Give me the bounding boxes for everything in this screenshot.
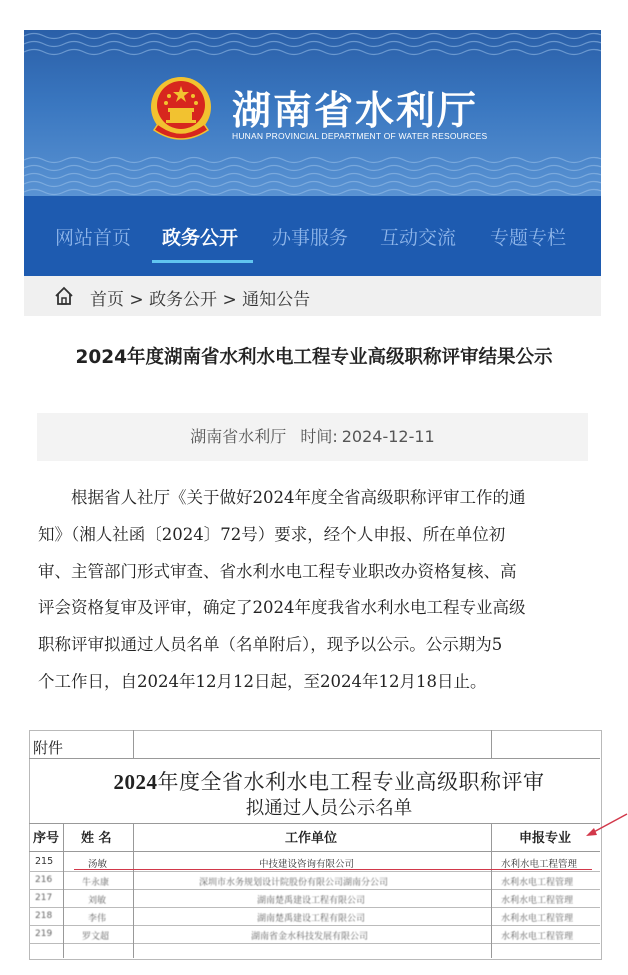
- row-no: 219: [35, 929, 53, 939]
- site-subtitle: HUNAN PROVINCIAL DEPARTMENT OF WATER RESOURCES: [232, 131, 488, 141]
- article-line: 根据省人社厅《关于做好2024年度全省高级职称评审工作的通: [38, 488, 526, 507]
- row-unit: 深圳市水务规划设计院股份有限公司湖南分公司: [199, 878, 389, 888]
- row-major: 水利水电工程管理: [501, 932, 574, 942]
- active-tab-underline: [152, 260, 253, 263]
- article-line: 审、主管部门形式审查、省水利水电工程专业职改办资格复核、高: [38, 561, 517, 581]
- highlight-underline: [74, 869, 592, 870]
- breadcrumb-separator: >: [129, 290, 144, 310]
- attachment-title: 2024年度全省水利水电工程专业高级职称评审: [113, 770, 545, 794]
- article-line: 个工作日，自2024年12月12日起，至2024年12月18日止。: [38, 671, 487, 691]
- row-name: 牛永康: [82, 878, 110, 888]
- col-header-major: 申报专业: [519, 831, 572, 846]
- article-line: 知》（湘人社函〔2024〕72号）要求，经个人申报、所在单位初: [38, 524, 506, 544]
- main-nav: [24, 196, 601, 276]
- nav-home[interactable]: 网站首页: [55, 227, 132, 249]
- article-title: 2024年度湖南省水利水电工程专业高级职称评审结果公示: [75, 347, 553, 368]
- row-major: 水利水电工程管理: [501, 914, 574, 924]
- article-time-label: 时间:: [300, 427, 338, 446]
- row-no: 217: [35, 893, 53, 903]
- attachment-subtitle: 拟通过人员公示名单: [245, 798, 413, 819]
- row-name: 李伟: [88, 914, 107, 924]
- red-arrow-annotation-icon: [584, 800, 628, 840]
- row-unit: 湖南省金水科技发展有限公司: [251, 932, 369, 942]
- row-no: 216: [35, 875, 53, 885]
- article-line: 职称评审拟通过人员名单（名单附后），现予以公示。公示期为5: [38, 635, 503, 655]
- row-major: 水利水电工程管理: [501, 896, 574, 906]
- article-source: 湖南省水利厅: [190, 427, 287, 446]
- row-no: 215: [35, 856, 54, 867]
- attachment-image: [29, 730, 602, 960]
- row-major: 水利水电工程管理: [501, 878, 574, 888]
- nav-government-affairs[interactable]: 政务公开: [162, 227, 239, 249]
- row-unit: 湖南楚禹建设工程有限公司: [257, 914, 366, 924]
- breadcrumb-government-affairs[interactable]: 政务公开: [149, 290, 218, 310]
- col-header-name: 姓 名: [81, 831, 112, 846]
- row-name: 罗文超: [82, 932, 110, 942]
- row-name: 汤敏: [88, 859, 108, 870]
- nav-interaction[interactable]: 互动交流: [380, 227, 457, 249]
- site-title: 湖南省水利厅: [232, 89, 479, 134]
- row-major: 水利水电工程管理: [501, 859, 578, 870]
- site-banner: [24, 30, 601, 196]
- attachment-label: 附件: [33, 741, 64, 757]
- article-body: [38, 480, 589, 701]
- national-emblem-icon: [148, 74, 214, 144]
- breadcrumb-separator: >: [222, 290, 237, 310]
- row-unit: 中技建设咨询有限公司: [259, 859, 355, 870]
- article-line: 评会资格复审及评审，确定了2024年度我省水利水电工程专业高级: [38, 598, 526, 618]
- col-header-no: 序号: [33, 831, 60, 846]
- col-header-unit: 工作单位: [285, 831, 338, 846]
- home-icon[interactable]: [53, 285, 75, 307]
- article-date: 2024-12-11: [341, 427, 435, 446]
- row-name: 刘敏: [88, 896, 107, 906]
- breadcrumb-home[interactable]: 首页: [90, 290, 124, 310]
- breadcrumb-notices[interactable]: 通知公告: [242, 290, 311, 310]
- article-meta: [37, 413, 588, 461]
- nav-services[interactable]: 办事服务: [272, 227, 349, 249]
- row-no: 218: [35, 911, 53, 921]
- breadcrumb: [24, 276, 601, 316]
- nav-special-topics[interactable]: 专题专栏: [490, 227, 567, 249]
- row-unit: 湖南楚禹建设工程有限公司: [257, 896, 366, 906]
